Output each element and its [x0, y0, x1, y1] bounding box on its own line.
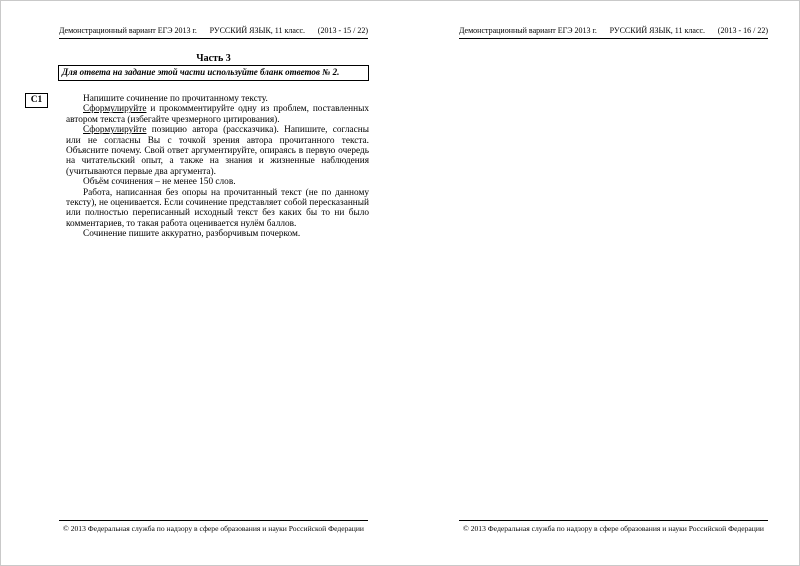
paragraph-4: Объём сочинения – не менее 150 слов. [83, 177, 236, 188]
header-page-number: (2013 - 15 / 22) [317, 26, 368, 35]
header-page-number: (2013 - 16 / 22) [717, 26, 768, 35]
page-16 [401, 1, 800, 565]
header-subject: РУССКИЙ ЯЗЫК, 11 класс. [609, 26, 706, 35]
paragraph-3 [66, 125, 369, 177]
footer-text: © 2013 Федеральная служба по надзору в сфере образования и науки Российской Федерации [63, 524, 364, 533]
task-label-c1: С1 [25, 93, 48, 108]
paragraph-1: Напишите сочинение по прочитанному тексту. [83, 94, 268, 104]
underlined-word: Сформулируйте [83, 104, 147, 115]
instruction-text: Для ответа на задание этой части используйте бланк ответов № 2. [62, 67, 340, 77]
footer-text: © 2013 Федеральная служба по надзору в сфере образования и науки Российской Федерации [463, 524, 764, 533]
page-header [59, 26, 368, 39]
page-15 [1, 1, 401, 565]
part-title: Часть 3 [196, 53, 231, 64]
paragraph-6: Сочинение пишите аккуратно, разборчивым почерком. [83, 229, 301, 240]
instruction-box [58, 65, 369, 81]
page-header [459, 26, 768, 39]
underlined-word: Сформулируйте [83, 125, 147, 136]
task-text [66, 94, 369, 240]
page-footer [459, 520, 768, 533]
paragraph-5: Работа, написанная без опоры на прочитанный текст (не по данному тексту), не оценивается. Если сочинение представляет собой пересказанный или полностью переписанный исходный текст без каких бы то ни было комментариев, то такая работа оценивается нулём баллов. [66, 187, 369, 229]
paragraph-2-text: и прокомментируйте одну из проблем, поставленных автором текста (избегайте чрезмерного цитирования). [66, 104, 369, 125]
page-footer [59, 520, 368, 533]
paragraph-3-text: позицию автора (рассказчика). Напишите, согласны или не согласны Вы с точкой зрения автора прочитанного текста. Объясните почему. Свой ответ аргументируйте, опираясь в первую очередь на читательский опыт, а также на знания и жизненные наблюдения (учитываются первые два аргумента). [66, 125, 369, 177]
header-variant: Демонстрационный вариант ЕГЭ 2013 г. [59, 26, 197, 35]
header-variant: Демонстрационный вариант ЕГЭ 2013 г. [459, 26, 597, 35]
paragraph-2 [66, 104, 369, 125]
header-subject: РУССКИЙ ЯЗЫК, 11 класс. [209, 26, 306, 35]
